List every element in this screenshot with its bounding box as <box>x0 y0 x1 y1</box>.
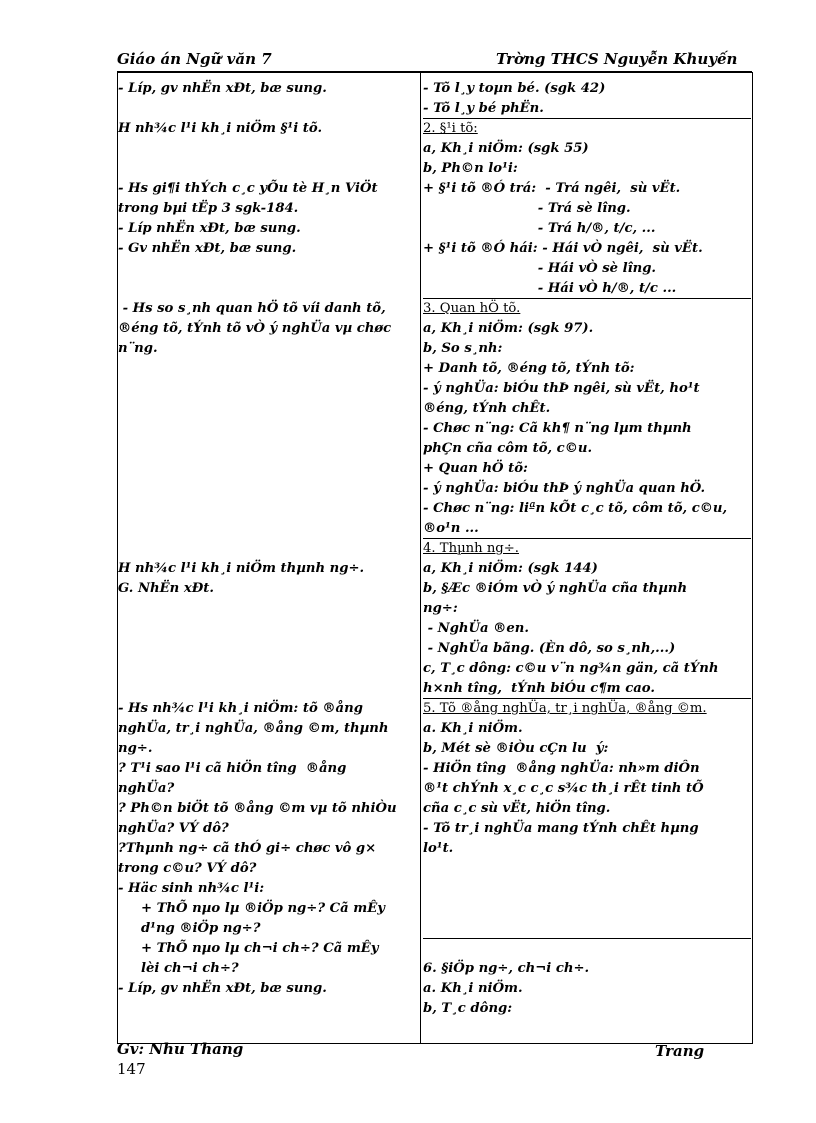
activity-line <box>118 439 418 459</box>
content-line <box>423 879 751 899</box>
activity-line: ? Ph©n biÖt tõ ®ång ©m vµ tõ nhiÒu <box>118 801 397 816</box>
lesson-table <box>117 72 753 1044</box>
activity-line: nghÜa, tr¸i nghÜa, ®ång ©m, thµnh <box>118 721 389 736</box>
activity-line: ng÷. <box>118 741 153 756</box>
activity-line <box>118 459 418 479</box>
content-line: - Trá h/®, t/c, ... <box>423 221 656 236</box>
content-line: - NghÜa ®en. <box>423 621 529 636</box>
content-line: a. Kh¸i niÖm. <box>423 721 523 736</box>
activity-line <box>118 279 418 299</box>
content-line: - NghÜa bãng. (Èn dô, so s¸nh,...) <box>423 641 676 656</box>
content-line: b, §Æc ®iÓm vÒ ý nghÜa cña thµnh <box>423 581 688 596</box>
content-line <box>423 859 751 879</box>
activity-line <box>118 399 418 419</box>
activity-line: H nh¾c l¹i kh¸i niÖm §¹i tõ. <box>118 121 323 136</box>
footer-teacher: Gv: Nhu Thang <box>117 1040 244 1058</box>
activity-line: ? T¹i sao l¹i cã hiÖn tîng ®ång <box>118 761 347 776</box>
activity-line <box>118 479 418 499</box>
content-line: cña c¸c sù vËt, hiÖn tîng. <box>423 801 611 816</box>
content-line: b, T¸c dông: <box>423 1001 513 1016</box>
content-line: a, Kh¸i niÖm: (sgk 55) <box>423 141 589 156</box>
content-line: ®éng, tÝnh chÊt. <box>423 401 551 416</box>
content-line: b, Mét sè ®iÒu cÇn lu ý: <box>423 741 609 756</box>
lesson-content-column <box>423 79 751 1019</box>
content-line: - Hái vÒ h/®, t/c ... <box>423 281 677 296</box>
activity-line: - Líp, gv nhËn xÐt, bæ sung. <box>118 981 327 996</box>
teacher-activity-column <box>118 79 418 999</box>
activity-line <box>118 499 418 519</box>
activity-line: H nh¾c l¹i kh¸i niÖm thµnh ng÷. <box>118 561 365 576</box>
activity-line: nghÜa? <box>118 781 175 796</box>
content-line: + Danh tõ, ®éng tõ, tÝnh tõ: <box>423 361 635 376</box>
activity-line: ®éng tõ, tÝnh tõ vÒ ý nghÜa vµ chøc <box>118 321 392 336</box>
content-line: b, So s¸nh: <box>423 341 503 356</box>
activity-line: lèi ch¬i ch÷? <box>118 961 239 976</box>
content-line: h×nh tîng, tÝnh biÓu c¶m cao. <box>423 681 655 696</box>
content-line <box>423 899 751 919</box>
activity-line <box>118 619 418 639</box>
activity-line <box>118 539 418 559</box>
activity-line: trong bµi tËp 3 sgk-184. <box>118 201 299 216</box>
activity-line <box>118 679 418 699</box>
content-line: - Trá sè lîng. <box>423 201 631 216</box>
content-line: - HiÖn tîng ®ång nghÜa: nh»m diÔn <box>423 761 700 776</box>
header-title-left: Giáo án Ngữ văn 7 <box>117 50 272 68</box>
activity-line: - Hs so s¸nh quan hÖ tõ víi danh tõ, <box>118 301 386 316</box>
content-line <box>423 938 751 959</box>
content-line: a, Kh¸i niÖm: (sgk 97). <box>423 321 594 336</box>
content-line: - Tõ l¸y bé phËn. <box>423 101 544 116</box>
activity-line <box>118 259 418 279</box>
activity-line <box>118 419 418 439</box>
content-line: c, T¸c dông: c©u v¨n ng¾n gän, cã tÝnh <box>423 661 719 676</box>
column-divider <box>420 73 421 1043</box>
content-line: ng÷: <box>423 601 458 616</box>
activity-line <box>118 359 418 379</box>
activity-line: - Häc sinh nh¾c l¹i: <box>118 881 265 896</box>
content-line: - Chøc n¨ng: liªn kÕt c¸c tõ, côm tõ, c©u, <box>423 501 728 516</box>
header-title-right: Trờng THCS Nguyễn Khuyến <box>496 50 738 68</box>
activity-line: nghÜa? VÝ dô? <box>118 821 229 836</box>
content-line: + Quan hÖ tõ: <box>423 461 528 476</box>
activity-line <box>118 639 418 659</box>
content-line: 4. Thµnh ng÷. <box>423 538 751 559</box>
content-line: - Chøc n¨ng: Cã kh¶ n¨ng lµm thµnh <box>423 421 692 436</box>
activity-line <box>118 599 418 619</box>
activity-line: - Gv nhËn xÐt, bæ sung. <box>118 241 297 256</box>
content-line: + §¹i tõ ®Ó trá: - Trá ngêi, sù vËt. <box>423 181 681 196</box>
content-line: - ý nghÜa: biÓu thÞ ý nghÜa quan hÖ. <box>423 481 706 496</box>
content-line: b, Ph©n lo¹i: <box>423 161 518 176</box>
content-line: - Tõ tr¸i nghÜa mang tÝnh chÊt hµng <box>423 821 699 836</box>
content-line: - ý nghÜa: biÓu thÞ ngêi, sù vËt, ho¹t <box>423 381 700 396</box>
content-line: phÇn cña côm tõ, c©u. <box>423 441 593 456</box>
page-number: 147 <box>117 1060 146 1078</box>
content-line: + §¹i tõ ®Ó hái: - Hái vÒ ngêi, sù vËt. <box>423 241 703 256</box>
activity-line: + ThÕ nµo lµ ch¬i ch÷? Cã mÊy <box>118 941 379 956</box>
content-line: - Tõ l¸y toµn bé. (sgk 42) <box>423 81 606 96</box>
activity-line: - Hs nh¾c l¹i kh¸i niÖm: tõ ®ång <box>118 701 363 716</box>
activity-line: n¨ng. <box>118 341 158 356</box>
content-line: - Hái vÒ sè lîng. <box>423 261 657 276</box>
activity-line <box>118 159 418 179</box>
activity-line: G. NhËn xÐt. <box>118 581 214 596</box>
content-line: 6. §iÖp ng÷, ch¬i ch÷. <box>423 961 590 976</box>
content-line: 2. §¹i tõ: <box>423 118 751 139</box>
activity-line: + ThÕ nµo lµ ®iÖp ng÷? Cã mÊy <box>118 901 385 916</box>
activity-line: ?Thµnh ng÷ cã thÓ gi÷ chøc vô g× <box>118 841 377 856</box>
activity-line: trong c©u? VÝ dô? <box>118 861 257 876</box>
content-line <box>423 919 751 939</box>
content-line: ®¹t chÝnh x¸c c¸c s¾c th¸i rÊt tinh tÕ <box>423 781 704 796</box>
activity-line <box>118 99 418 119</box>
activity-line: d¹ng ®iÖp ng÷? <box>118 921 261 936</box>
content-line: 5. Tõ ®ång nghÜa, tr¸i nghÜa, ®ång ©m. <box>423 698 751 719</box>
footer-page-label: Trang <box>655 1042 705 1060</box>
activity-line <box>118 379 418 399</box>
activity-line: - Líp, gv nhËn xÐt, bæ sung. <box>118 81 327 96</box>
activity-line: - Hs gi¶i thÝch c¸c yÕu tè H¸n ViÖt <box>118 181 378 196</box>
content-line: lo¹t. <box>423 841 454 856</box>
content-line: a, Kh¸i niÖm: (sgk 144) <box>423 561 598 576</box>
activity-line <box>118 139 418 159</box>
activity-line <box>118 519 418 539</box>
activity-line <box>118 659 418 679</box>
activity-line: - Líp nhËn xÐt, bæ sung. <box>118 221 301 236</box>
content-line: ®o¹n ... <box>423 521 479 536</box>
content-line: 3. Quan hÖ tõ. <box>423 298 751 319</box>
content-line: a. Kh¸i niÖm. <box>423 981 523 996</box>
